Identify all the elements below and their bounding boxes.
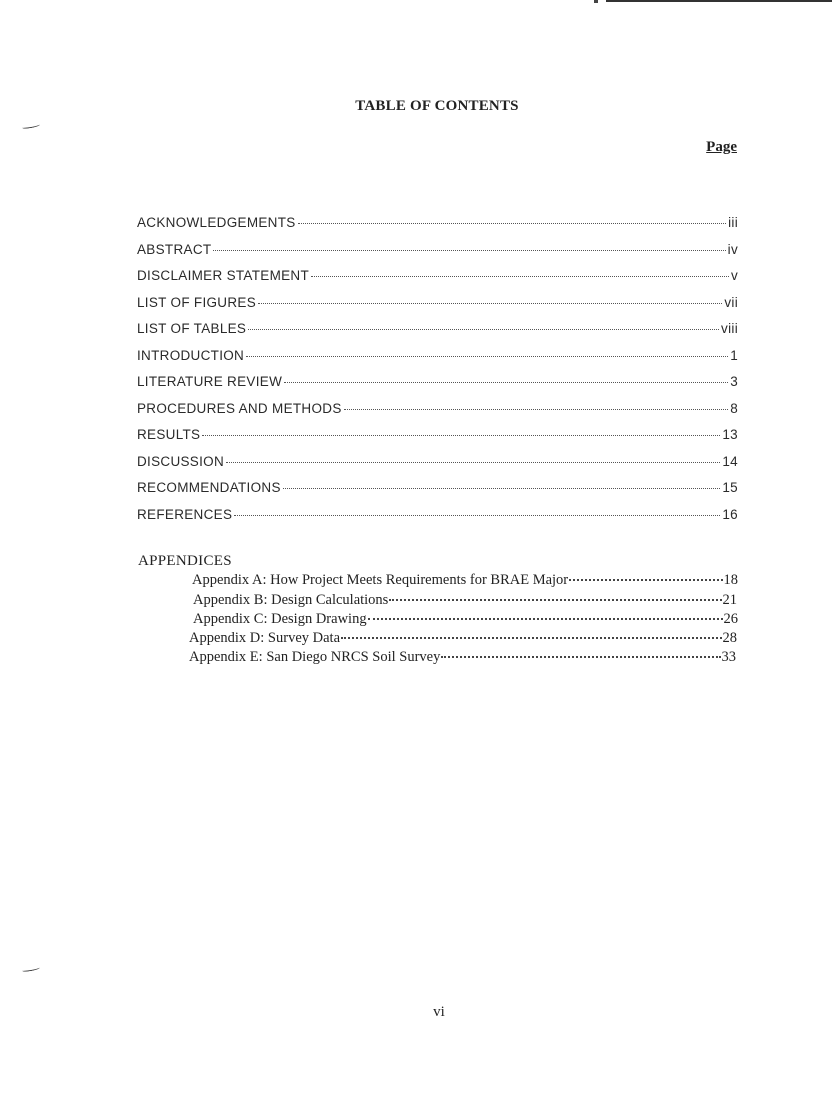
toc-entry-page: viii bbox=[721, 321, 738, 336]
toc-entry-acknowledgements bbox=[137, 215, 738, 242]
toc-entry-introduction bbox=[137, 348, 738, 375]
appendix-entry-b bbox=[193, 592, 737, 611]
appendix-entry-page: 33 bbox=[721, 649, 736, 665]
appendices-heading: APPENDICES bbox=[138, 553, 232, 569]
toc-entry-title: LITERATURE REVIEW bbox=[137, 374, 283, 389]
appendix-entry-page: 18 bbox=[723, 572, 738, 588]
appendix-entry-title: Appendix E: San Diego NRCS Soil Survey bbox=[189, 649, 441, 665]
toc-entry-page: 14 bbox=[722, 453, 738, 469]
toc-entry-page: 1 bbox=[730, 347, 738, 363]
appendix-entry-a bbox=[192, 572, 738, 591]
toc-entry-title: REFERENCES bbox=[137, 506, 233, 522]
leader-dots bbox=[344, 408, 729, 410]
toc-entry-list-of-figures bbox=[137, 295, 738, 322]
leader-dots bbox=[258, 302, 722, 304]
toc-entry-disclaimer-statement bbox=[137, 268, 738, 295]
toc-entry-abstract bbox=[137, 242, 738, 269]
toc-entry-title: DISCUSSION bbox=[137, 453, 225, 469]
toc-entry-page: vii bbox=[724, 294, 738, 310]
leader-dots bbox=[283, 487, 721, 489]
leader-dots bbox=[246, 355, 728, 357]
toc-entry-page: 16 bbox=[722, 506, 738, 522]
appendix-entry-title: Appendix C: Design Drawing bbox=[193, 611, 367, 627]
toc-entry-page: 3 bbox=[730, 374, 738, 389]
toc-entry-page: iv bbox=[727, 241, 738, 257]
toc-entry-page: v bbox=[730, 268, 738, 283]
leader-dots bbox=[298, 222, 727, 224]
leader-dots bbox=[226, 461, 720, 463]
leader-dots bbox=[389, 598, 721, 601]
toc-entry-page: 8 bbox=[730, 400, 738, 416]
toc-entry-page: 15 bbox=[722, 480, 738, 495]
toc-entry-discussion bbox=[137, 454, 738, 481]
appendix-entry-title: Appendix D: Survey Data bbox=[189, 630, 341, 646]
toc-entry-title: RECOMMENDATIONS bbox=[137, 480, 281, 495]
toc-entry-title: ACKNOWLEDGEMENTS bbox=[137, 215, 296, 230]
leader-dots bbox=[234, 514, 720, 516]
appendix-entry-title: Appendix A: How Project Meets Requirements for BRAE Major bbox=[192, 572, 569, 588]
scan-artifact-mark bbox=[22, 965, 40, 972]
toc-entry-recommendations bbox=[137, 480, 738, 507]
leader-dots bbox=[341, 636, 721, 639]
toc-main-entries bbox=[137, 215, 738, 533]
page-column-label: Page bbox=[706, 139, 737, 155]
toc-entry-page: iii bbox=[728, 215, 738, 230]
toc-entry-references bbox=[137, 507, 738, 534]
scan-artifact-line bbox=[606, 0, 832, 2]
appendix-entry-c bbox=[193, 611, 738, 630]
appendix-entry-page: 21 bbox=[722, 592, 737, 608]
toc-title: TABLE OF CONTENTS bbox=[355, 98, 519, 114]
toc-entry-title: DISCLAIMER STATEMENT bbox=[137, 268, 310, 283]
toc-entry-literature-review bbox=[137, 374, 738, 401]
leader-dots bbox=[311, 275, 729, 277]
leader-dots bbox=[248, 328, 719, 330]
toc-entry-title: ABSTRACT bbox=[137, 241, 212, 257]
toc-entry-title: INTRODUCTION bbox=[137, 347, 245, 363]
scan-artifact-mark bbox=[594, 0, 598, 3]
leader-dots bbox=[213, 249, 725, 251]
page-number: vi bbox=[433, 1004, 445, 1020]
toc-entry-results bbox=[137, 427, 738, 454]
scan-artifact-mark bbox=[22, 122, 40, 129]
toc-entry-list-of-tables bbox=[137, 321, 738, 348]
leader-dots bbox=[368, 617, 723, 620]
toc-entry-title: LIST OF FIGURES bbox=[137, 294, 257, 310]
toc-entry-procedures-and-methods bbox=[137, 401, 738, 428]
leader-dots bbox=[284, 381, 728, 383]
toc-entry-title: RESULTS bbox=[137, 427, 201, 442]
toc-entry-page: 13 bbox=[722, 427, 738, 442]
leader-dots bbox=[569, 578, 722, 581]
appendix-entry-e bbox=[189, 649, 736, 668]
leader-dots bbox=[202, 434, 720, 436]
appendix-entry-d bbox=[189, 630, 737, 649]
appendix-entry-page: 28 bbox=[722, 630, 737, 646]
appendix-entry-title: Appendix B: Design Calculations bbox=[193, 592, 389, 608]
leader-dots bbox=[441, 655, 720, 658]
toc-entry-title: LIST OF TABLES bbox=[137, 321, 247, 336]
toc-entry-title: PROCEDURES AND METHODS bbox=[137, 400, 342, 416]
appendix-entry-page: 26 bbox=[723, 611, 738, 627]
